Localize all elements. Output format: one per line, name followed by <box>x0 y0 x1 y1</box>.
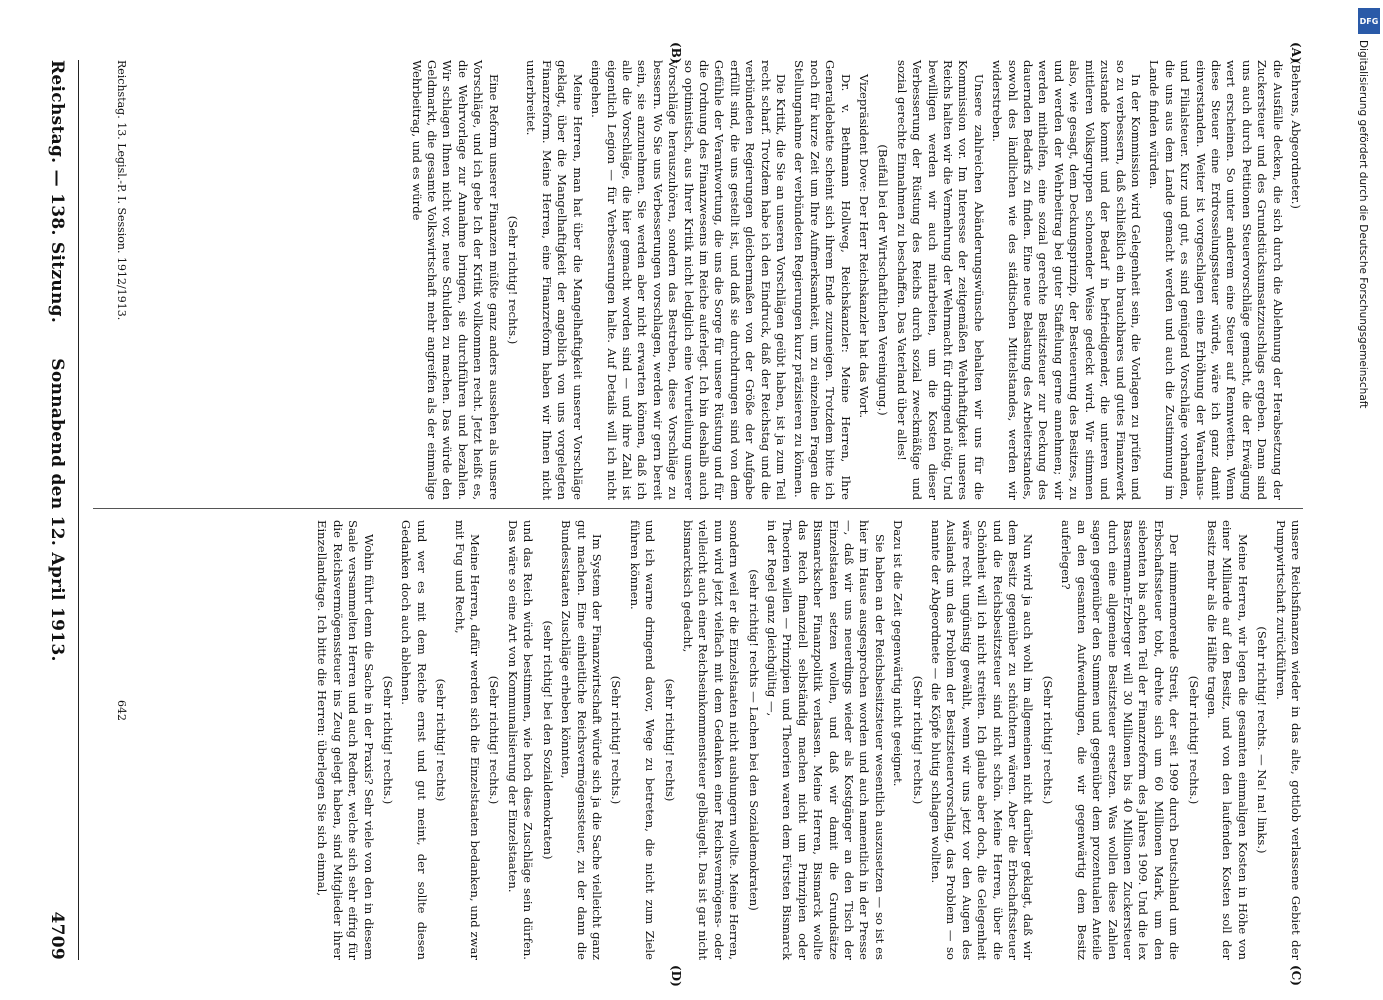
paragraph: unsere Reichsfinanzen wieder in das alte, gottlob verlassene Gebiet der Pumpwirtschaft zurückführen. <box>1273 520 1303 960</box>
paragraph: Der nimmermorende Streit, der seit 1909 durch Deutschland um die Erbschaftssteuer tobt, drehte sich um 60 Millionen Mark, um den siebenten bis achten Teil der Finanzreform des Jahres 1909. Und die lex Bassermann-Erzberger will 30 Millionen bis 40 Millionen Zuckersteuer durch eine allgemeine Besitzsteuer ersetzen. Was wollen diese Zahlen sagen gegenüber den Summen und gegenüber dem prozentualen Anteile an den gesamten Aufwendungen, die wir gegenwärtig dem Besitz auferlegen? <box>1059 520 1182 960</box>
dfg-logo: DFG <box>1358 8 1380 34</box>
interjection: (sehr richtig! bei den Sozialdemokraten) <box>540 620 555 860</box>
paragraph: Unsere zahlreichen Abänderungswünsche behalten wir uns für die Kommission vor. Im Interesse der zeitgemäßen Wehrhaftigkeit unseres Reichs halten wir die Vermehrung der Wehrmacht für dringend nötig. Und bewilligen werden wir auch mitarbeiten, um die Kosten dieser Verbesserung der Rüstung des Reichs durch sozial zweckmäßige und sozial gerechte Einnahmen zu beschaffen. Das Vaterland über alles! <box>894 60 986 500</box>
interjection: (Sehr richtig! rechts.) <box>381 675 396 805</box>
interjection: (Sehr richtig! rechts. — Na! na! links.) <box>1255 626 1270 854</box>
margin-mark-a: (A) <box>1289 42 1303 63</box>
paragraph: Meine Herren, wir legen die gesamten einmaligen Kosten in Höhe von einer Milliarde auf den Besitz, und von den laufenden Kosten soll der Besitz mehr als die Hälfte tragen. <box>1204 520 1250 960</box>
margin-mark-c: (C) <box>1289 965 1303 986</box>
paragraph: Dazu ist die Zeit gegenwärtig nicht geeignet. <box>891 520 906 787</box>
digitization-credit <box>1355 40 1369 960</box>
paragraph: Meine Herren, man hat über die Mangelhaftigkeit unserer Vorschläge geklagt, über die Mangelhaftigkeit der angeblich von uns vorgelegten Finanzreform. Meine Herren, eine Finanzreform haben wir Ihnen nicht unterbreitet. <box>524 60 585 500</box>
paragraph: Meine Herren, dafür werden sich die Einzelstaaten bedanken, und zwar mit Fug und Recht, <box>452 520 483 960</box>
header-rule <box>78 60 79 960</box>
interjection: (Sehr richtig! rechts.) <box>609 675 624 805</box>
header-left: Reichstag. — 138. Sitzung. <box>47 60 67 324</box>
paragraph: und wer es mit dem Reiche ernst und gut meint, der sollte diesen Gedanken doch auch ablehnen. <box>399 520 429 960</box>
page-footer: Reichstag. 13. Legisl.-P. I. Session. 1912/1913. <box>115 60 128 321</box>
paragraph: Wohin führt denn die Sache in der Praxis? Sehr viele von den in diesem Saale versammelten Herren und auch Redner, welche sich sehr eifrig für die Reichsvermögenssteuer ins Zeug gelegt haben, sind Mitglieder ihrer Einzellandtage. Ich bitte die Herren: überlegen Sie sich einmal, <box>315 520 376 960</box>
paragraph: die Ausfälle decken, die sich durch die Ablehnung der Herabsetzung der Zuckersteuer und des Grundstücksumsatzzuschlags ergeben. Dann sind uns auch durch Petitionen Steuervorschläge gemacht, die der Erwägung wert erscheinen. So unter anderem eine Steuer auf Rennwetten. Wenn diese Steuer eine Erdrosselungssteuer würde, wäre ich ganz damit einverstanden. Weiter ist vorgeschlagen eine Erhöhung der Warenhaus- und Filialsteuer. Kurz und gut, es sind genügend Vorschläge vorhanden, die uns aus dem Lande gemacht werden und auch die Zustimmung im Lande finden würden. <box>1147 60 1285 500</box>
column-divider <box>93 508 1303 509</box>
vice-president-note: Vizepräsident Dove: Der Herr Reichskanzler hat das Wort. <box>857 74 872 419</box>
interjection: (Sehr richtig! rechts.) <box>1040 675 1055 805</box>
margin-mark-b: (B) <box>669 42 683 64</box>
paragraph: Nun wird ja auch wohl im allgemeinen nicht darüber geklagt, daß wir dem Besitz gegenüber zu schüchtern wären. Aber die Erbschaftssteuer und die Reichsbesitzsteuer sind nicht schön. Meine Herren, über die Schönheit will ich nicht streiten. Ich glaube aber doch, die Gelegenheit wäre recht ungünstig gewählt, wenn wir uns jetzt vor den Augen des Auslands um das Problem der Besitzsteuervorschlag, das Problem — so nannte der Abgeordnete — die Köpfe blutig schlagen wollten. <box>929 520 1036 960</box>
interjection: (sehr richtig! rechts) <box>434 678 449 802</box>
interjection: (sehr richtig! rechts — Lachen bei den Sozialdemokraten) <box>746 569 761 911</box>
digitization-credit-text: Digitalisierung gefördert durch die Deutsche Forschungsgemeinschaft <box>1357 40 1369 409</box>
interjection: (Sehr richtig! rechts.) <box>910 675 925 805</box>
margin-mark-d: (D) <box>669 965 683 987</box>
interjection: (sehr richtig! rechts) <box>662 678 677 802</box>
paragraph: In der Kommission wird Gelegenheit sein, die Vorlagen zu prüfen und so zu verbessern, daß schließlich ein brauchbares und gutes Finanzwerk zustande kommt und der Bedarf in befriedigender, die unteren und mittleren Volksgruppen schonender Weise gedeckt wird. Wir stimmen also, wie gesagt, dem Deckungsprinzip, der Besteuerung des Besitzes, zu und werden der Wehrbeitrag bei guter Staffelung gerne annehmen; wir werden mithelfen, eine sozial gerechte Besitzsteuer zur Deckung des dauernden Bedarfs zu finden. Eine neue Belastung des Arbeiterstandes, sowohl des ländlichen wie des städtischen Mittelstandes, werden wir widerstreben. <box>990 60 1143 500</box>
interjection: (Sehr richtig! rechts.) <box>487 675 502 805</box>
paragraph: Sie haben an der Reichsbesitzsteuer wesentlich auszusetzen — so ist es hier im Hause ausgesprochen worden und auch namentlich in der Presse —, daß wir uns neuerdings wieder als Kostgänger an den Tisch der Einzelstaaten setzen wollen, und daß wir damit die Grundsätze Bismarckscher Finanzpolitik verlassen. Meine Herren, Bismarck wollte das Reich finanziell selbständig machen nicht um Prinzipien oder Theorien willen — Prinzipien und Theorien waren dem Fürsten Bismarck in der Regel ganz gleichgültig —, <box>765 520 887 960</box>
left-column <box>88 60 1303 500</box>
paragraph: und ich warne dringend davor, Wege zu betreten, die nicht zum Ziele führen können. <box>627 520 658 960</box>
paragraph: sondern weil er die Einzelstaaten nicht aushungern wollte. Meine Herren, nun wird jetzt vielfach mit dem Gedanken einer Reichsvermögens- oder vielleicht auch einer Reichseinkommensteuer gelbäugelt. Das ist gar nicht bismarckisch gedacht, <box>680 520 742 960</box>
speaker-intro: (Behrens, Abgeordneter.) <box>1289 60 1303 209</box>
right-column <box>88 520 1303 960</box>
paragraph: Im System der Finanzwirtschaft würde sich ja die Sache vielleicht ganz gut machen. Eine einheitliche Reichsvermögenssteuer, zu der dann die Bundesstaaten Zuschläge erheben könnten, <box>559 520 604 960</box>
header-date: Sonnabend den 12. April 1913. <box>47 358 67 662</box>
applause-note: (Beifall bei der Wirtschaftlichen Vereinigung.) <box>876 144 891 416</box>
applause-note: (Sehr richtig! rechts.) <box>506 215 521 345</box>
paragraph: und das Reich würde bestimmen, wie hoch diese Zuschläge sein dürfen. Das wäre so eine Art von Kommunalisierung der Einzelstaaten. <box>505 520 536 960</box>
page-number: 4709 <box>47 911 67 960</box>
page-header <box>47 60 73 960</box>
paragraph: Eine Reform unserer Finanzen müßte ganz anders aussehen als unsere Vorschläge, und ich gebe Ich der Kritik vollkommen recht. Jetzt heißt es, die Wehrvorlage zur Annahme bringen, sie durchführen und bezahlen. Wir schlagen Ihnen nicht vor, neue Schulden zu machen. Das würde den Geldmarkt, die gesamte Volkswirtschaft mehr angreifen als der einmalige Wehrbeitrag, und es würde <box>409 60 501 500</box>
interjection: (Sehr richtig! rechts.) <box>1186 675 1201 805</box>
sheet-number: 642 <box>115 700 128 721</box>
paragraph: Die Kritik, die Sie an unseren Vorschlägen geübt haben, ist ja zum Teil recht scharf. Trotzdem habe ich den Eindruck, daß der Reichstag und die verbündeten Regierungen gleichermaßen von der Größe der Aufgabe erfüllt sind, die uns gestellt ist, und daß sie durchdrungen sind von dem Gefühle der Verantwortung, die uns die Sorge für unsere Rüstung und für die Ordnung des Finanzwesens im Reiche auferlegt. Ich bin deshalb auch so optimistisch, aus Ihrer Kritik nicht lediglich eine Verurteilung unserer Vorschläge herauszuhören, sondern das Bestreben, diese Vorschläge zu bessern. Wo Sie uns Verbesserungen vorschlagen, werden wir gern bereit sein, sie anzunehmen. Sie werden aber nicht erwarten können, daß ich alle die Vorschläge, die hier gemacht worden sind — und ihre Zahl ist eigentlich Legion — für Verbesserungen halte. Auf Details will ich nicht eingehen. <box>589 60 788 500</box>
paragraph: Dr. v. Bethmann Hollweg, Reichskanzler: Meine Herren, Ihre Generaldebatte scheint sich ihrem Ende zuzuneigen. Trotzdem bitte ich noch für kurze Zeit um Ihre Aufmerksamkeit, um zu einzelnen Fragen die Stellungnahme der verbündeten Regierungen kurz präzisieren zu können. <box>792 60 853 500</box>
